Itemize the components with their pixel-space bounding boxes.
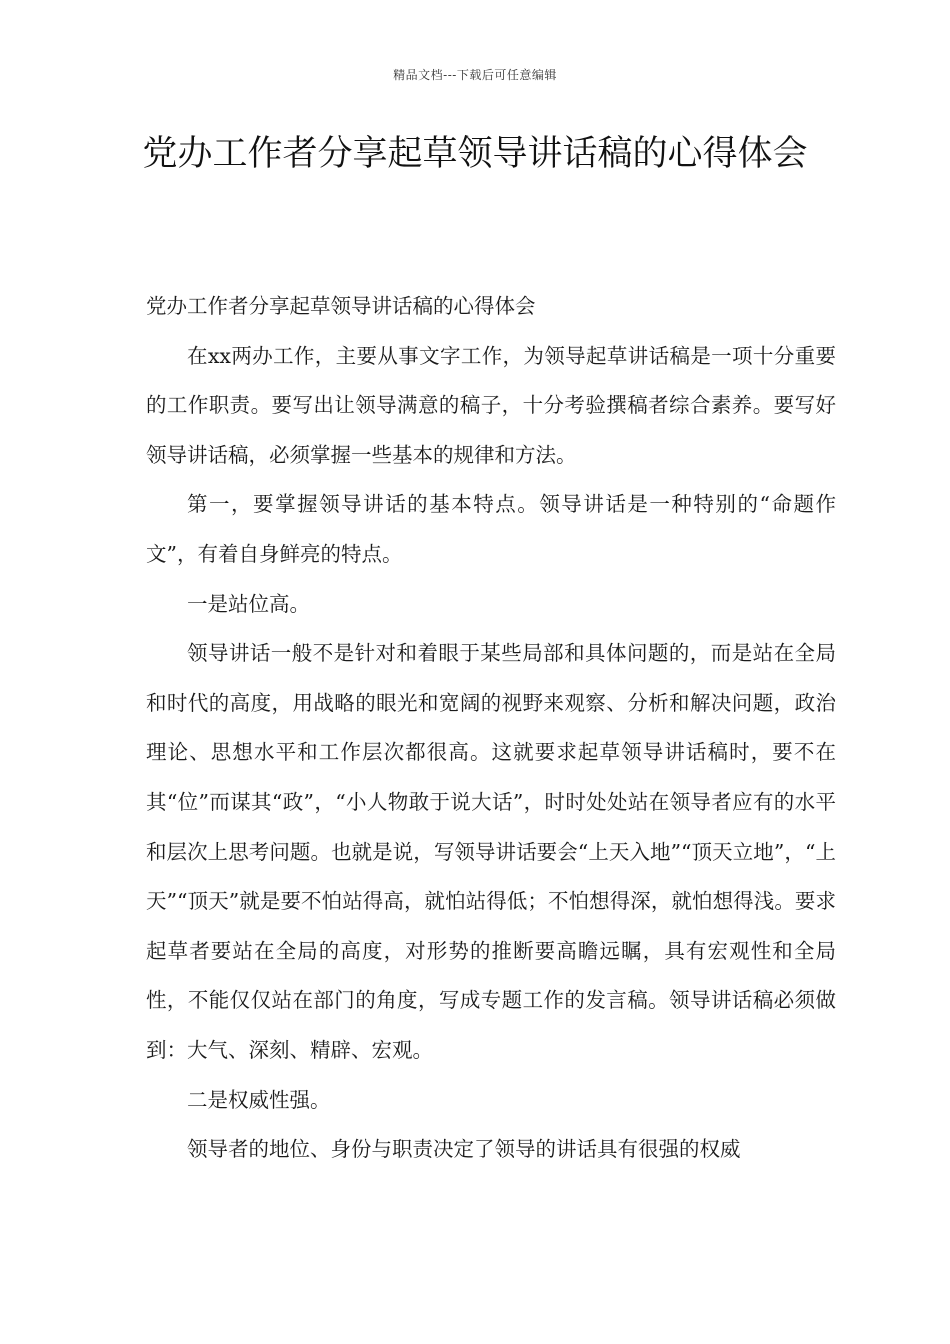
section-one-paragraph: 第一，要掌握领导讲话的基本特点。领导讲话是一种特别的“命题作文”，有着自身鲜亮的特点。: [146, 492, 836, 566]
document-body: [146, 282, 836, 1175]
point-one-paragraph: 领导讲话一般不是针对和着眼于某些局部和具体问题的，而是站在全局和时代的高度，用战略的眼光和宽阔的视野来观察、分析和解决问题，政治理论、思想水平和工作层次都很高。这就要求起草领导讲话稿时，要不在其“位”而谋其“政”，“小人物敢于说大话”，时时处处站在领导者应有的水平和层次上思考问题。也就是说，写领导讲话要会“上天入地”“顶天立地”，“上天”“顶天”就是要不怕站得高，就怕站得低；不怕想得深，就怕想得浅。要求起草者要站在全局的高度，对形势的推断要高瞻远瞩，具有宏观性和全局性，不能仅仅站在部门的角度，写成专题工作的发言稿。领导讲话稿必须做到：大气、深刻、精辟、宏观。: [146, 641, 836, 1062]
document-title: 党办工作者分享起草领导讲话稿的心得体会: [142, 134, 808, 174]
point-one-heading: 一是站位高。: [187, 591, 310, 616]
subtitle-paragraph: 党办工作者分享起草领导讲话稿的心得体会: [146, 294, 536, 318]
header-note: 精品文档---下载后可任意编辑: [393, 68, 557, 82]
point-two-paragraph: 领导者的地位、身份与职责决定了领导的讲话具有很强的权威: [187, 1137, 741, 1162]
point-two-heading: 二是权威性强。: [187, 1087, 331, 1112]
intro-paragraph: 在xx两办工作，主要从事文字工作，为领导起草讲话稿是一项十分重要的工作职责。要写出让领导满意的稿子，十分考验撰稿者综合素养。要写好领导讲话稿，必须掌握一些基本的规律和方法。: [146, 343, 836, 467]
